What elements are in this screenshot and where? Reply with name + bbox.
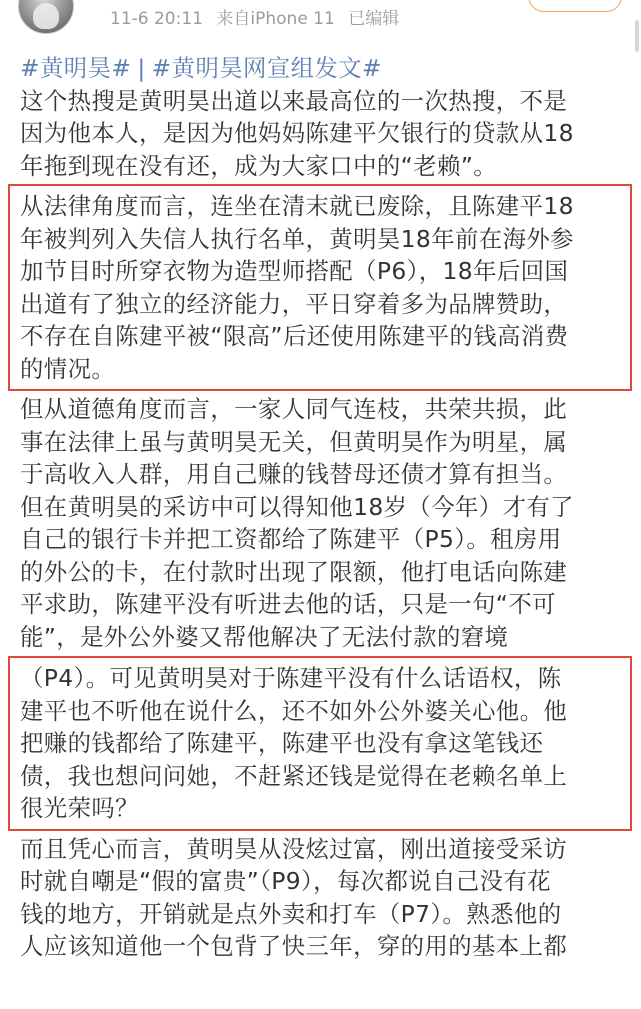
post-edited-label[interactable]: 已编辑 <box>348 9 400 29</box>
post-meta <box>110 4 407 29</box>
paragraph-lifestyle <box>20 833 624 963</box>
text-line: 事在法律上虽与黄明昊无关，但黄明昊作为明星，属 <box>20 427 568 456</box>
text-line: 平求助，陈建平没有听进去他的话，只是一句“不可 <box>20 590 556 618</box>
highlight-box-legal <box>8 184 632 391</box>
text-line: 钱的地方，开销就是点外卖和打车（P7）。熟悉他的 <box>20 899 562 928</box>
text-line: 建平也不听他在说什么，还不如外公外婆关心他。他 <box>20 696 568 725</box>
text-line: 很光荣吗？ <box>20 794 139 822</box>
text-line: 因为他本人，是因为他妈妈陈建平欠银行的贷款从18 <box>20 119 574 147</box>
text-line: （P4）。可见黄明昊对于陈建平没有什么话语权，陈 <box>20 664 562 692</box>
text-line: 不存在自陈建平被“限高”后还使用陈建平的钱高消费 <box>20 322 569 350</box>
text-line: 债，我也想问问她，不赶紧还钱是觉得在老赖名单上 <box>20 761 568 790</box>
hashtag-row <box>20 52 624 85</box>
post-body <box>20 52 624 963</box>
text-line: 自己的银行卡并把工资都给了陈建平（P5）。租房用 <box>20 525 562 553</box>
avatar-image <box>33 3 59 29</box>
text-line: 年拖到现在没有还，成为大家口中的“老赖”。 <box>20 151 498 180</box>
text-line: 于高收入人群，用自己赚的钱替母还债才算有担当。 <box>20 460 568 488</box>
highlight-box-family <box>8 656 632 831</box>
paragraph-moral <box>20 393 624 653</box>
paragraph-intro <box>20 85 624 183</box>
post-source[interactable]: 来自iPhone 11 <box>216 9 335 29</box>
hashtag-separator: | <box>137 54 146 82</box>
avatar[interactable] <box>18 0 74 34</box>
text-line: 而且凭心而言，黄明昊从没炫过富，刚出道接受采访 <box>20 834 568 863</box>
text-line: 年被判列入失信人执行名单，黄明昊18年前在海外参 <box>20 224 574 253</box>
text-line: 但从道德角度而言，一家人同气连枝，共荣共损，此 <box>20 395 568 423</box>
post-header <box>0 0 641 40</box>
post-date: 11-6 20:11 <box>110 9 203 29</box>
text-line: 但在黄明昊的采访中可以得知他18岁（今年）才有了 <box>20 492 574 521</box>
hashtag-link[interactable]: #黄明昊# <box>20 54 132 82</box>
text-line: 的外公的卡，在付款时出现了限额，他打电话向陈建 <box>20 557 568 586</box>
text-line: 从法律角度而言，连坐在清末就已废除，且陈建平18 <box>20 192 574 220</box>
text-line: 把赚的钱都给了陈建平，陈建平也没有拿这笔钱还 <box>20 729 544 757</box>
text-line: 这个热搜是黄明昊出道以来最高位的一次热搜，不是 <box>20 86 568 115</box>
text-line: 出道有了独立的经济能力，平日穿着多为品牌赞助， <box>20 289 568 318</box>
scrollbar-thumb[interactable] <box>635 20 639 52</box>
text-line: 加节目时所穿衣物为造型师搭配（P6），18年后回国 <box>20 257 569 285</box>
text-line: 时就自嘲是“假的富贵”（P9），每次都说自己没有花 <box>20 867 552 895</box>
hashtag-link[interactable]: #黄明昊网宣组发文# <box>151 54 382 82</box>
text-line: 的情况。 <box>20 354 116 383</box>
text-line: 人应该知道他一个包背了快三年，穿的用的基本上都 <box>20 932 568 960</box>
text-line: 能”，是外公外婆又帮他解决了无法付款的窘境 <box>20 622 509 651</box>
follow-button[interactable] <box>528 0 622 12</box>
scrollbar[interactable] <box>635 0 639 1009</box>
